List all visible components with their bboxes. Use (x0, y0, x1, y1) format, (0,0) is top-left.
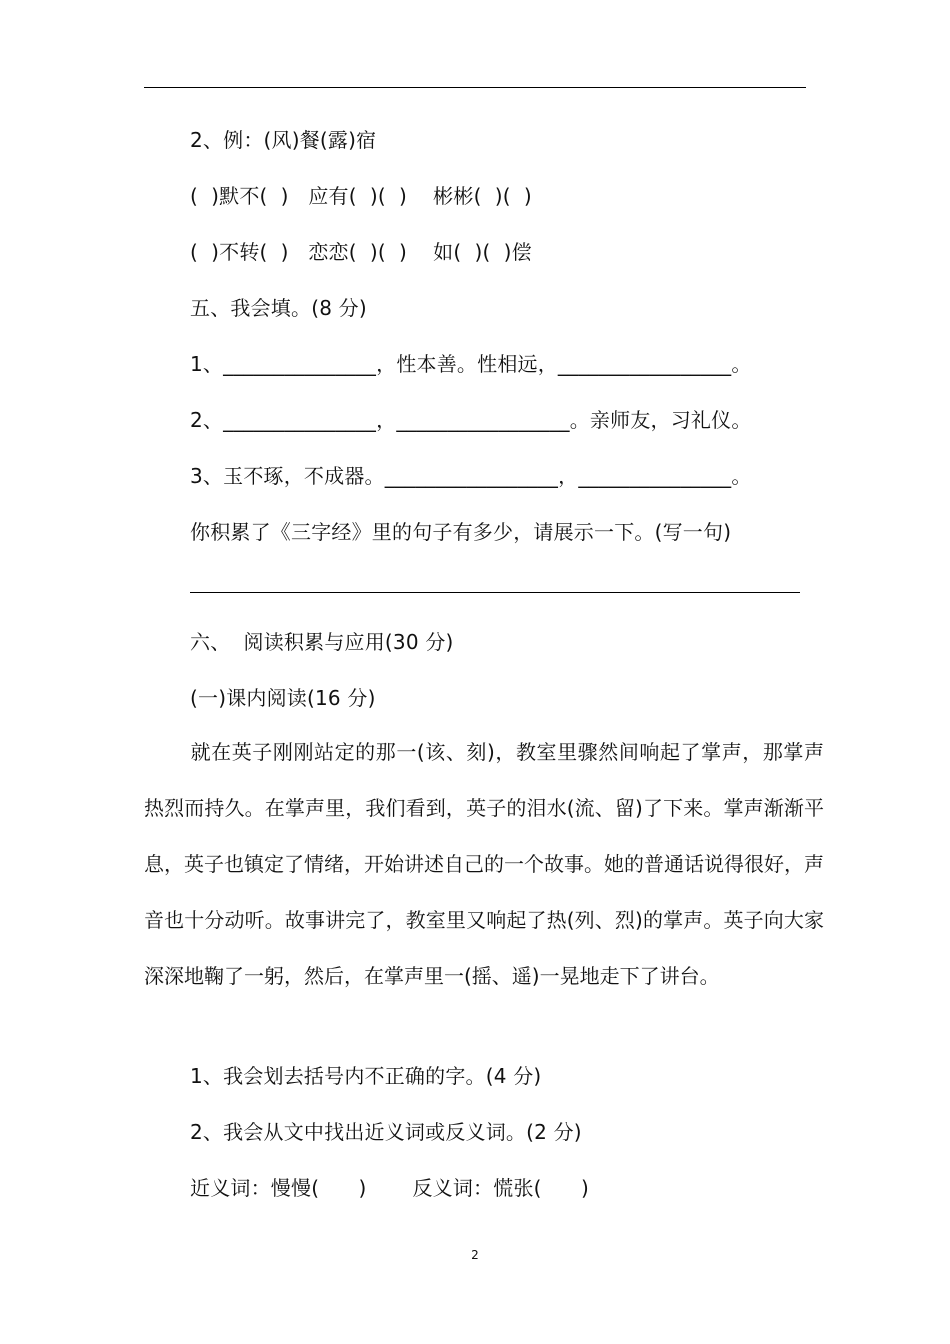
answer-blank-line (190, 592, 800, 593)
synonym-antonym-line: 近义词：慢慢( ) 反义词：慌张( ) (190, 1176, 590, 1200)
example-line: 2、例：(风)餐(露)宿 (190, 128, 377, 152)
header-rule (144, 87, 806, 88)
fill-line-2: 2、_______________，_________________。亲师友，习礼仪。 (190, 408, 752, 432)
passage-text: 就在英子刚刚站定的那一(该、刻)，教室里骤然间响起了掌声，那掌声热烈而持久。在掌声里，我们看到，英子的泪水(流、留)了下来。掌声渐渐平息，英子也镇定了情绪，开始讲述自己的一个故事。她的普通话说得很好，声音也十分动听。故事讲完了，教室里又响起了热(列、烈)的掌声。英子向大家深深地鞠了一躬，然后，在掌声里一(摇、遥)一晃地走下了讲台。 (144, 740, 824, 988)
question-1: 1、我会划去括号内不正确的字。(4 分) (190, 1064, 542, 1088)
question-2: 2、我会从文中找出近义词或反义词。(2 分) (190, 1120, 582, 1144)
idiom-row-1: ( )默不( ) 应有( )( ) 彬彬( )( ) (190, 184, 532, 208)
sanzijing-question: 你积累了《三字经》里的句子有多少，请展示一下。(写一句) (190, 520, 732, 544)
reading-passage (144, 724, 824, 1004)
idiom-row-2: ( )不转( ) 恋恋( )( ) 如( )( )偿 (190, 240, 532, 264)
subsection-heading: (一)课内阅读(16 分) (190, 686, 376, 710)
section-5-heading: 五、我会填。(8 分) (190, 296, 367, 320)
section-6-heading: 六、 阅读积累与应用(30 分) (190, 630, 454, 654)
page-number: 2 (471, 1248, 479, 1262)
fill-line-1: 1、_______________，性本善。性相远，_________________。 (190, 352, 752, 376)
fill-line-3: 3、玉不琢，不成器。_________________，_______________。 (190, 464, 752, 488)
